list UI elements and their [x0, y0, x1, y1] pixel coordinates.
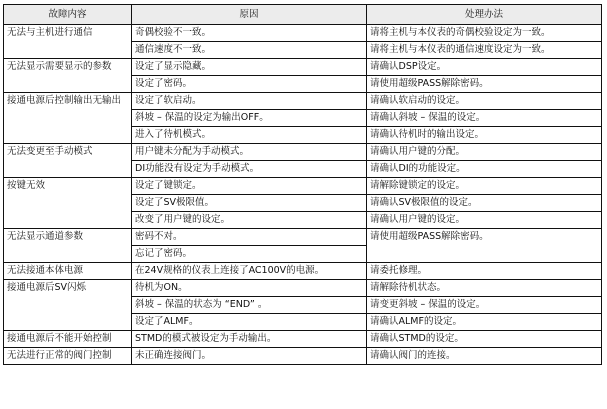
table-row — [4, 331, 602, 348]
header-fault: 故障内容 — [4, 5, 132, 25]
cause-cell: 设定了ALMF。 — [132, 314, 367, 331]
cause-cell: 设定了SV极限值。 — [132, 195, 367, 212]
fault-cell: 无法变更至手动模式 — [4, 144, 132, 178]
remedy-cell: 请确认用户键的设定。 — [367, 212, 602, 229]
table-row — [4, 263, 602, 280]
troubleshooting-table — [3, 4, 602, 365]
remedy-cell: 请变更斜坡 – 保温的设定。 — [367, 297, 602, 314]
remedy-cell: 请委托修理。 — [367, 263, 602, 280]
cause-cell: 用户键未分配为手动模式。 — [132, 144, 367, 161]
cause-cell: 未正确连接阀门。 — [132, 348, 367, 365]
remedy-cell: 请将主机与本仪表的奇偶校验设定为一致。 — [367, 25, 602, 42]
table-row — [4, 93, 602, 110]
fault-cell: 无法显示通道参数 — [4, 229, 132, 263]
cause-cell: 在24V规格的仪表上连接了AC100V的电源。 — [132, 263, 367, 280]
cause-cell: STMD的模式被设定为手动输出。 — [132, 331, 367, 348]
cause-cell: 设定了密码。 — [132, 76, 367, 93]
cause-cell: 通信速度不一致。 — [132, 42, 367, 59]
remedy-cell: 请确认SV极限值的设定。 — [367, 195, 602, 212]
remedy-cell: 请解除键锁定的设定。 — [367, 178, 602, 195]
cause-cell: 奇偶校验不一致。 — [132, 25, 367, 42]
remedy-cell: 请确认待机时的输出设定。 — [367, 127, 602, 144]
cause-cell: 设定了软启动。 — [132, 93, 367, 110]
remedy-cell: 请确认STMD的设定。 — [367, 331, 602, 348]
header-row — [4, 5, 602, 25]
table-row — [4, 25, 602, 42]
fault-cell: 按键无效 — [4, 178, 132, 229]
cause-cell: 忘记了密码。 — [132, 246, 367, 263]
table-row — [4, 178, 602, 195]
remedy-cell: 请确认ALMF的设定。 — [367, 314, 602, 331]
cause-cell: 密码不对。 — [132, 229, 367, 246]
cause-cell: 斜坡 – 保温的设定为输出OFF。 — [132, 110, 367, 127]
header-remedy: 处理办法 — [367, 5, 602, 25]
table-row — [4, 280, 602, 297]
fault-cell: 接通电源后不能开始控制 — [4, 331, 132, 348]
remedy-cell: 请确认用户键的分配。 — [367, 144, 602, 161]
cause-cell: 待机为ON。 — [132, 280, 367, 297]
table-row — [4, 144, 602, 161]
fault-cell: 无法与主机进行通信 — [4, 25, 132, 59]
table-row — [4, 59, 602, 76]
remedy-cell: 请确认DSP设定。 — [367, 59, 602, 76]
cause-cell: 进入了待机模式。 — [132, 127, 367, 144]
remedy-cell: 请确认斜坡 – 保温的设定。 — [367, 110, 602, 127]
remedy-cell: 请将主机与本仪表的通信速度设定为一致。 — [367, 42, 602, 59]
cause-cell: 斜坡 – 保温的状态为 “END” 。 — [132, 297, 367, 314]
cause-cell: 改变了用户键的设定。 — [132, 212, 367, 229]
table-row — [4, 348, 602, 365]
table-row — [4, 229, 602, 246]
cause-cell: 设定了显示隐藏。 — [132, 59, 367, 76]
remedy-cell: 请确认阀门的连接。 — [367, 348, 602, 365]
fault-cell: 无法显示需要显示的参数 — [4, 59, 132, 93]
fault-cell: 接通电源后SV闪烁 — [4, 280, 132, 331]
remedy-cell: 请确认软启动的设定。 — [367, 93, 602, 110]
remedy-cell: 请使用超级PASS解除密码。 — [367, 229, 602, 263]
cause-cell: DI功能没有设定为手动模式。 — [132, 161, 367, 178]
remedy-cell: 请确认DI的功能设定。 — [367, 161, 602, 178]
cause-cell: 设定了键锁定。 — [132, 178, 367, 195]
fault-cell: 无法接通本体电源 — [4, 263, 132, 280]
fault-cell: 接通电源后控制输出无输出 — [4, 93, 132, 144]
remedy-cell: 请解除待机状态。 — [367, 280, 602, 297]
fault-cell: 无法进行正常的阀门控制 — [4, 348, 132, 365]
remedy-cell: 请使用超级PASS解除密码。 — [367, 76, 602, 93]
header-cause: 原因 — [132, 5, 367, 25]
